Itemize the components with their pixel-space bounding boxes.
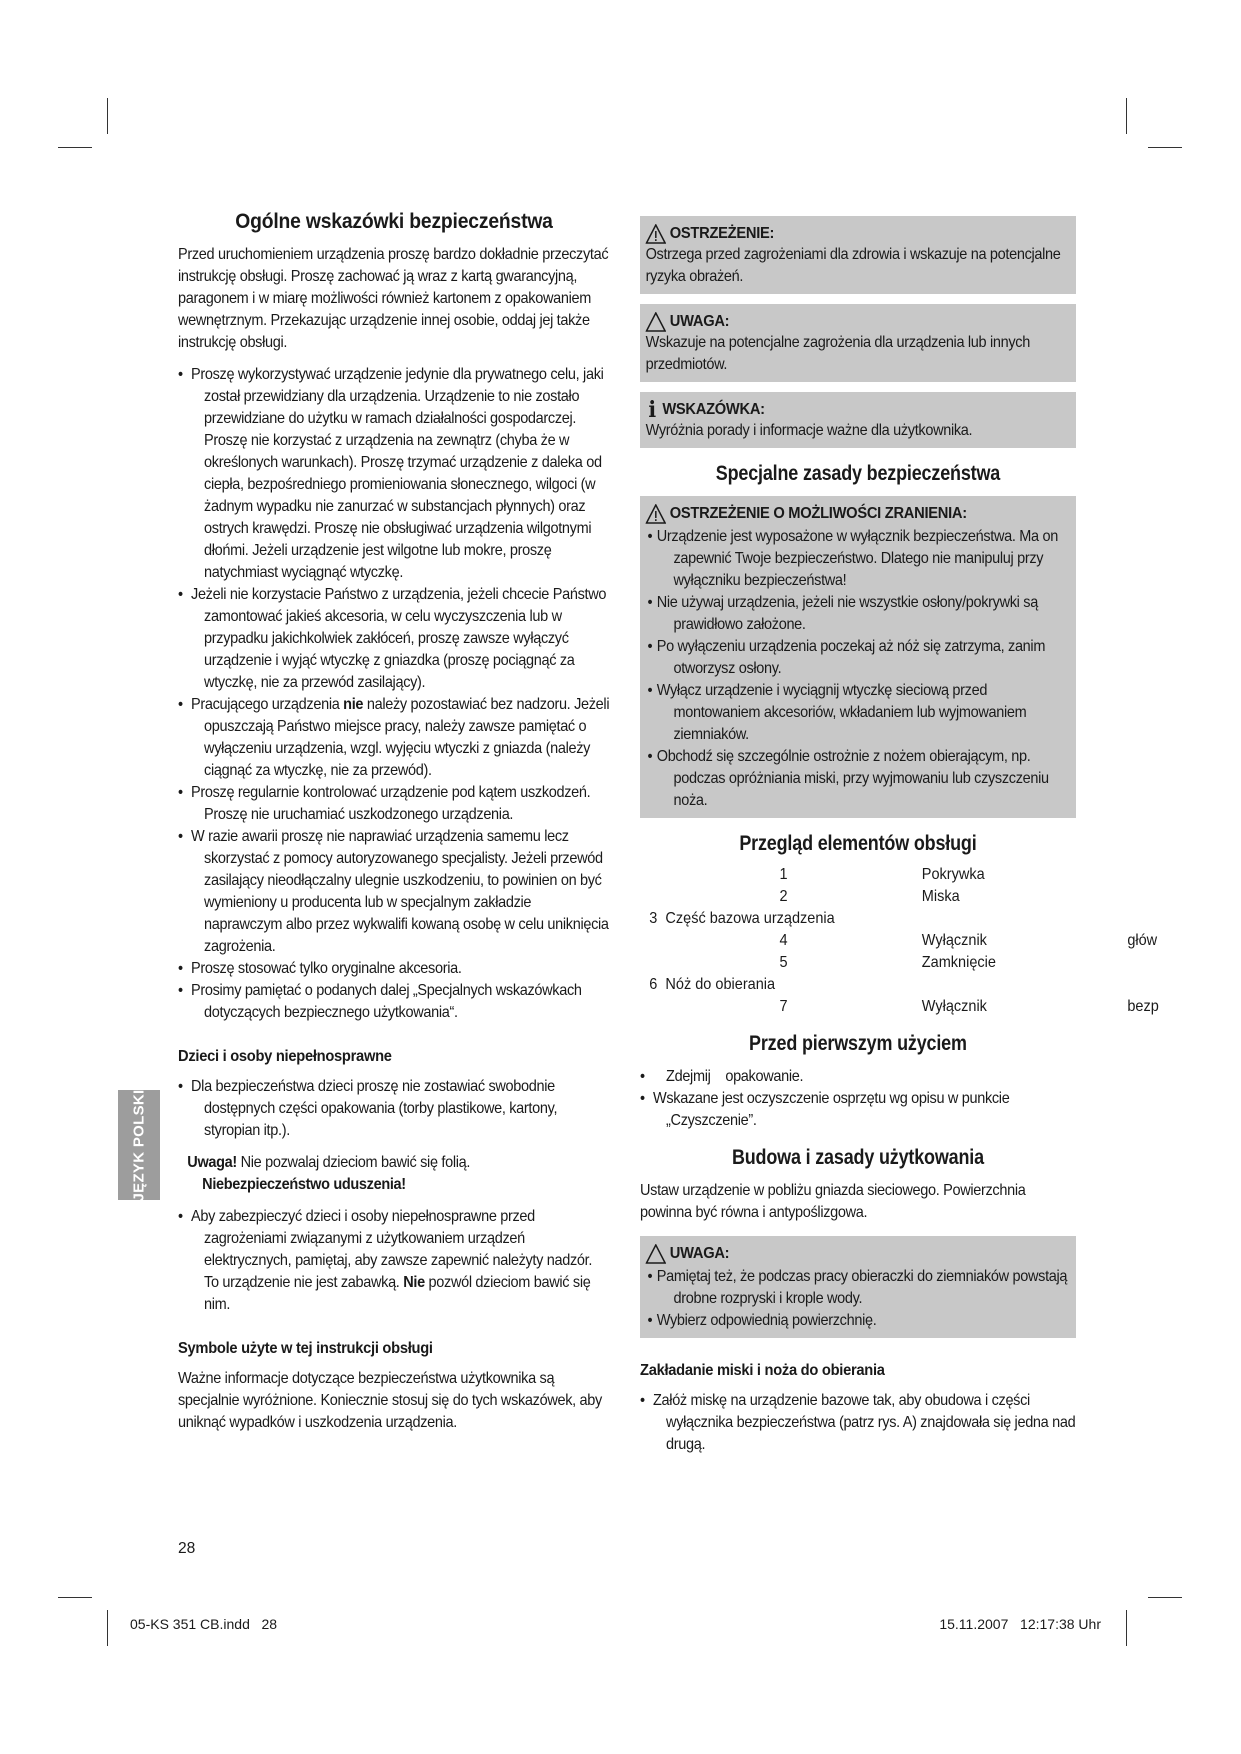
info-icon: i [648, 397, 656, 423]
symbols-heading: Symbole użyte w tej instrukcji obsługi [178, 1340, 433, 1357]
control-number: 1 [779, 866, 788, 883]
list-item: • Wskazane jest oczyszczenie osprzętu wg opisu w punkcie „Czyszczenie”. [640, 1088, 1076, 1132]
hint-box [640, 392, 1076, 448]
list-item: • Proszę stosować tylko oryginalne akcesoria. [178, 958, 610, 980]
crop-mark [1148, 147, 1182, 148]
crop-mark [107, 1610, 108, 1646]
injury-warning-list [646, 526, 1071, 812]
list-item-text: pozwól dzieciom bawić się nim. [204, 1274, 591, 1313]
foil-warning [187, 1152, 610, 1196]
control-label: Zamknięcie [921, 954, 996, 971]
warning-box [640, 216, 1076, 294]
crop-mark [58, 1597, 92, 1598]
right-column [640, 216, 1159, 1456]
list-item-text: należy pozostawiać bez nadzoru. Jeżeli opuszczają Państwo miejsce pracy, należy zawsze pamiętać o wyłączeniu urządzenia, wzgl. wyjęciu wtyczki z gniazda (należy ciągnąć za wtyczkę, nie za przewód). [204, 696, 610, 779]
caution-box [640, 304, 1076, 382]
list-item: • Urządzenie jest wyposażone w wyłącznik bezpieczeństwa. Ma on zapewnić Twoje bezpieczeństwo. Dlatego nie manipuluj przy wyłączniku bezpieczeństwa! [646, 526, 1071, 592]
control-row: 6 Nóż do obierania [649, 976, 776, 993]
usage-caution-title [646, 1244, 1071, 1264]
warning-box-label: OSTRZEŻENIE: [669, 225, 775, 242]
warning-text: Nie pozwalaj dzieciom bawić się folią. [240, 1154, 471, 1171]
emphasis: Nie [403, 1274, 425, 1291]
control-label: Wyłącznik [921, 998, 987, 1015]
hint-box-label: WSKAZÓWKA: [662, 401, 765, 418]
symbols-paragraph: Ważne informacje dotyczące bezpieczeństwa użytkownika są specjalnie wyróżnione. Koniecznie stosuj się do tych wskazówek, aby uniknąć wypadków i uszkodzenia urządzenia. [178, 1370, 602, 1431]
control-number: 2 [779, 888, 788, 905]
control-number: 4 [779, 932, 788, 949]
caution-box-text: Wskazuje na potencjalne zagrożenia dla urządzenia lub innych przedmiotów. [645, 334, 1030, 373]
list-item [640, 1066, 1076, 1088]
control-label: Miska [921, 888, 960, 905]
list-item [178, 1206, 610, 1316]
list-item-text: Pracującego urządzenia [191, 696, 340, 713]
emphasis: nie [343, 696, 364, 713]
controls-title: Przegląd elementów obsługi [739, 832, 977, 855]
caution-box-title [646, 312, 1071, 332]
mount-list [640, 1390, 1076, 1456]
warning-box-text: Ostrzega przed zagrożeniami dla zdrowia i wskazuje na potencjalne ryzyka obrażeń. [645, 246, 1061, 285]
caution-triangle-icon [646, 1244, 666, 1264]
list-item: • Obchodź się szczególnie ostrożnie z nożem obierającym, np. podczas opróżniania miski, przy wyjmowaniu lub czyszczeniu noża. [646, 746, 1071, 812]
list-item [178, 694, 610, 782]
language-tab [118, 1090, 160, 1200]
crop-mark [1148, 1597, 1182, 1598]
first-use-title: Przed pierwszym użyciem [749, 1032, 967, 1055]
control-label: Wyłącznik [921, 932, 987, 949]
children-heading: Dzieci i osoby niepełnosprawne [178, 1048, 392, 1065]
children-list [178, 1076, 610, 1142]
list-item: • Załóż miskę na urządzenie bazowe tak, aby obudowa i części wyłącznika bezpieczeństwa (patrz rys. A) znajdowała się jedna nad drugą. [640, 1390, 1076, 1456]
list-item: • Dla bezpieczeństwa dzieci proszę nie zostawiać swobodnie dostępnych części opakowania (torby plastikowe, kartony, styropian itp.). [178, 1076, 610, 1142]
crop-mark [1126, 98, 1127, 134]
list-item: • Wybierz odpowiednią powierzchnię. [646, 1310, 1071, 1332]
language-tab-label: JĘZYK POLSKI [130, 1089, 148, 1201]
control-number: 7 [779, 998, 788, 1015]
control-label-clipped: głów [1127, 932, 1158, 949]
usage-title: Budowa i zasady użytkowania [731, 1146, 984, 1169]
controls-list [640, 866, 1159, 1018]
list-item: • Nie używaj urządzenia, jeżeli nie wszystkie osłony/pokrywki są prawidłowo założone. [646, 592, 1071, 636]
warning-label: Uwaga! [187, 1154, 237, 1171]
control-label: Pokrywka [921, 866, 985, 883]
injury-warning-label: OSTRZEŻENIE O MOŻLIWOŚCI ZRANIENIA: [669, 505, 967, 522]
list-item: • Proszę regularnie kontrolować urządzenie pod kątem uszkodzeń. Proszę nie uruchamiać uszkodzonego urządzenia. [178, 782, 610, 826]
warning-triangle-icon [646, 224, 666, 244]
suffocation-warning: Niebezpieczeństwo uduszenia! [202, 1176, 406, 1193]
list-item: • Prosimy pamiętać o podanych dalej „Specjalnych wskazówkach dotyczących bezpiecznego użytkowania“. [178, 980, 610, 1024]
footer-timestamp: 15.11.2007 12:17:38 Uhr [939, 1616, 1101, 1632]
usage-paragraph: Ustaw urządzenie w pobliżu gniazda sieciowego. Powierzchnia powinna być równa i antypoślizgowa. [640, 1182, 1026, 1221]
caution-triangle-icon [646, 312, 666, 332]
left-column [178, 210, 610, 1434]
list-item: • Po wyłączeniu urządzenia poczekaj aż nóż się zatrzyma, zanim otworzysz osłony. [646, 636, 1071, 680]
intro-paragraph: Przed uruchomieniem urządzenia proszę bardzo dokładnie przeczytać instrukcję obsługi. Proszę zachować ją wraz z kartą gwarancyjną, paragonem i w miarę możliwości również kartonem z opakowaniem wewnętrznym. Przekazując urządzenie innej osobie, oddaj jej także instrukcję obsługi. [178, 246, 609, 351]
general-safety-title: Ogólne wskazówki bezpieczeństwa [235, 210, 553, 233]
usage-caution-box [640, 1236, 1076, 1338]
mount-heading: Zakładanie miski i noża do obierania [640, 1362, 885, 1379]
hint-box-text: Wyróżnia porady i informacje ważne dla użytkownika. [645, 422, 973, 439]
hint-box-title [646, 397, 1071, 423]
first-use-list [640, 1066, 1076, 1132]
foil-warning-line [187, 1152, 610, 1174]
list-item: • Proszę wykorzystywać urządzenie jedynie dla prywatnego celu, jaki został przewidziany dla urządzenia. Urządzenie to nie zostało przewidziane do użytku w ramach działalności gospodarczej. Proszę nie korzystać z urządzenia na zewnątrz (chyba że w określonych warunkach). Proszę trzymać urządzenie z daleka od ciepła, bezpośredniego promieniowania słonecznego, wilgoci (w żadnym wypadku nie zanurzać w substancjach płynnych) oraz ostrych krawędzi. Proszę nie obsługiwać urządzenia wilgotnymi dłońmi. Jeżeli urządzenie jest wilgotne lub mokre, proszę natychmiast wyciągnąć wtyczkę. [178, 364, 610, 584]
left-body [178, 244, 610, 1434]
crop-mark [107, 98, 108, 134]
list-item: • Wyłącz urządzenie i wyciągnij wtyczkę sieciową przed montowaniem akcesoriów, wkładaniem lub wyjmowaniem ziemniaków. [646, 680, 1071, 746]
children-list-2 [178, 1206, 610, 1316]
list-item-text: opakowanie. [725, 1068, 804, 1085]
usage-caution-list [646, 1266, 1071, 1332]
right-body [640, 216, 1159, 1456]
crop-mark [58, 147, 92, 148]
usage-caution-label: UWAGA: [669, 1245, 730, 1262]
special-safety-title: Specjalne zasady bezpieczeństwa [715, 462, 1001, 485]
warning-box-title [646, 224, 1071, 244]
control-row: 3 Część bazowa urządzenia [649, 910, 835, 927]
list-item: • W razie awarii proszę nie naprawiać urządzenia samemu lecz skorzystać z pomocy autoryzowanego specjalisty. Jeżeli przewód zasilający nieodłączalny ulegnie uszkodzeniu, to powinien on być wymieniony u producenta lub w specjalnym zakładzie naprawczym albo przez wykwalifi kowaną osobę w celu uniknięcia zagrożenia. [178, 826, 610, 958]
safety-list [178, 364, 610, 1024]
caution-box-label: UWAGA: [669, 313, 730, 330]
list-item-text: Zdejmij [666, 1068, 711, 1085]
list-item-text: Aby zabezpieczyć dzieci i osoby niepełnosprawne przed zagrożeniami związanymi z użytkowaniem urządzeń elektrycznych, pamiętaj, aby zawsze zapewnić należyty nadzór. To urządzenie nie jest zabawką. [191, 1208, 593, 1291]
injury-warning-title [646, 504, 1071, 524]
control-number: 5 [779, 954, 788, 971]
footer-file-info: 05-KS 351 CB.indd 28 [130, 1616, 278, 1632]
page-number: 28 [178, 1540, 196, 1557]
list-item: • Jeżeli nie korzystacie Państwo z urządzenia, jeżeli chcecie Państwo zamontować jakieś akcesoria, w celu wyczyszczenia lub w przypadku jakichkolwiek zakłóceń, proszę zawsze wyłączyć urządzenie i wyjąć wtyczkę z gniazdka (proszę pociągnąć za wtyczkę, nie za przewód zasilający). [178, 584, 610, 694]
crop-mark [1126, 1610, 1127, 1646]
list-item: • Pamiętaj też, że podczas pracy obieraczki do ziemniaków powstają drobne rozpryski i krople wody. [646, 1266, 1071, 1310]
injury-warning-box [640, 496, 1076, 818]
control-label-clipped: bezp [1127, 998, 1159, 1015]
warning-triangle-icon [646, 504, 666, 524]
